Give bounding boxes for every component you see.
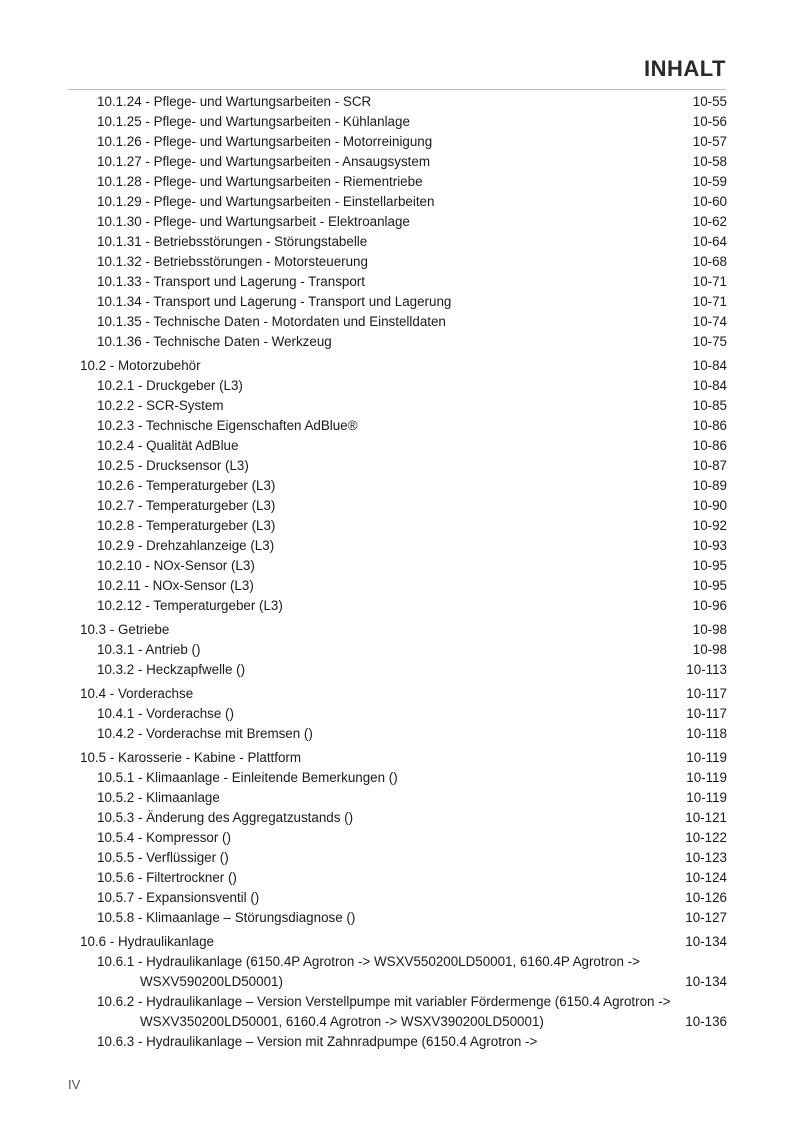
toc-entry-row[interactable] xyxy=(80,212,727,232)
toc-entry-label: 10.2.12 - Temperaturgeber (L3) xyxy=(97,598,283,613)
toc-page-number: 10-121 xyxy=(685,810,727,825)
toc-entry-row[interactable] xyxy=(80,1032,727,1052)
toc-page-number: 10-113 xyxy=(686,662,727,677)
toc-entry-label: 10.5.4 - Kompressor () xyxy=(97,830,231,845)
toc-entry-row[interactable] xyxy=(80,972,727,992)
toc-entry-label: 10.1.35 - Technische Daten - Motordaten und Einstelldaten xyxy=(97,314,446,329)
toc-entry-row[interactable] xyxy=(80,660,727,680)
toc-page-number: 10-64 xyxy=(692,234,727,249)
toc-entry-label: 10.5.2 - Klimaanlage xyxy=(97,790,220,805)
toc-page-number: 10-58 xyxy=(692,154,727,169)
toc-entry-row[interactable] xyxy=(80,808,727,828)
toc-page-number: 10-86 xyxy=(692,438,727,453)
toc-entry-row[interactable] xyxy=(80,192,727,212)
toc-entry-label: 10.2.2 - SCR-System xyxy=(97,398,224,413)
toc-entry-row[interactable] xyxy=(80,992,727,1012)
toc-entry-row[interactable] xyxy=(80,888,727,908)
toc-page-number: 10-117 xyxy=(686,686,727,701)
toc-entry-label: 10.5.7 - Expansionsventil () xyxy=(97,890,260,905)
toc-page-number: 10-62 xyxy=(692,214,727,229)
toc-page-number: 10-74 xyxy=(692,314,727,329)
toc-entry-label: 10.4.1 - Vorderachse () xyxy=(97,706,234,721)
toc-entry-row[interactable] xyxy=(80,576,727,596)
toc-entry-label: 10.1.33 - Transport und Lagerung - Transport xyxy=(97,274,365,289)
toc-entry-label: 10.3.1 - Antrieb () xyxy=(97,642,201,657)
toc-page-number: 10-127 xyxy=(685,910,727,925)
toc-entry-label: 10.2.11 - NOx-Sensor (L3) xyxy=(97,578,254,593)
title-divider xyxy=(68,89,726,90)
toc-entry-label: 10.2.5 - Drucksensor (L3) xyxy=(97,458,249,473)
toc-page-number: 10-124 xyxy=(685,870,727,885)
toc-entry-label: 10.2.8 - Temperaturgeber (L3) xyxy=(97,518,276,533)
toc-page-number: 10-55 xyxy=(692,94,727,109)
toc-entry-row[interactable] xyxy=(80,92,727,112)
toc-entry-row[interactable] xyxy=(80,416,727,436)
toc-entry-label: 10.1.27 - Pflege- und Wartungsarbeiten - Ansaugsystem xyxy=(97,154,430,169)
toc-entry-label: 10.5.5 - Verflüssiger () xyxy=(97,850,229,865)
toc-entry-row[interactable] xyxy=(80,436,727,456)
toc-entry-label: 10.2.10 - NOx-Sensor (L3) xyxy=(97,558,255,573)
toc-page-number: 10-93 xyxy=(692,538,727,553)
toc-page-number: 10-126 xyxy=(685,890,727,905)
toc-section-row[interactable] xyxy=(80,356,727,376)
toc-entry-row[interactable] xyxy=(80,496,727,516)
toc-entry-label: 10.2.4 - Qualität AdBlue xyxy=(97,438,239,453)
toc-page-number: 10-92 xyxy=(692,518,727,533)
toc-entry-row[interactable] xyxy=(80,536,727,556)
toc-page-number: 10-96 xyxy=(692,598,727,613)
toc-page-number: 10-68 xyxy=(692,254,727,269)
toc-entry-label: 10.5 - Karosserie - Kabine - Plattform xyxy=(80,750,302,765)
toc-entry-row[interactable] xyxy=(80,788,727,808)
footer-page-number: IV xyxy=(68,1077,81,1092)
toc-section-row[interactable] xyxy=(80,684,727,704)
toc-page-number: 10-71 xyxy=(692,294,727,309)
toc-entry-label: WSXV590200LD50001) xyxy=(140,974,283,989)
toc-page-number: 10-117 xyxy=(686,706,727,721)
toc-page-number: 10-71 xyxy=(692,274,727,289)
toc-page-number: 10-57 xyxy=(692,134,727,149)
toc-entry-row[interactable] xyxy=(80,556,727,576)
toc-entry-row[interactable] xyxy=(80,1012,727,1032)
toc-entry-row[interactable] xyxy=(80,312,727,332)
toc-entry-label: 10.1.24 - Pflege- und Wartungsarbeiten - SCR xyxy=(97,94,372,109)
toc-entry-label: 10.1.28 - Pflege- und Wartungsarbeiten - Riementriebe xyxy=(97,174,423,189)
toc-page-number: 10-98 xyxy=(692,642,727,657)
toc-entry-row[interactable] xyxy=(80,396,727,416)
toc-entry-label: 10.6.3 - Hydraulikanlage – Version mit Zahnradpumpe (6150.4 Agrotron -> xyxy=(97,1034,538,1049)
toc-page-number: 10-56 xyxy=(692,114,727,129)
toc-page-number: 10-134 xyxy=(685,934,727,949)
toc-entry-label: 10.4 - Vorderachse xyxy=(80,686,194,701)
toc-entry-label: 10.1.36 - Technische Daten - Werkzeug xyxy=(97,334,332,349)
toc-section-row[interactable] xyxy=(80,932,727,952)
toc-entry-label: 10.4.2 - Vorderachse mit Bremsen () xyxy=(97,726,313,741)
toc-entry-label: 10.1.31 - Betriebsstörungen - Störungstabelle xyxy=(97,234,368,249)
toc-entry-label: 10.6.2 - Hydraulikanlage – Version Verstellpumpe mit variabler Fördermenge (6150.4 Agrotron -> xyxy=(97,994,671,1009)
toc-page-number: 10-95 xyxy=(692,558,727,573)
toc-entry-label: 10.5.3 - Änderung des Aggregatzustands () xyxy=(97,810,354,825)
toc-entry-row[interactable] xyxy=(80,132,727,152)
toc-entry-label: 10.1.29 - Pflege- und Wartungsarbeiten - Einstellarbeiten xyxy=(97,194,435,209)
toc-page-number: 10-118 xyxy=(686,726,727,741)
toc-entry-label: 10.5.8 - Klimaanlage – Störungsdiagnose () xyxy=(97,910,356,925)
toc-section-row[interactable] xyxy=(80,748,727,768)
toc-page-number: 10-119 xyxy=(686,790,727,805)
toc-entry-row[interactable] xyxy=(80,456,727,476)
toc-entry-label: 10.6 - Hydraulikanlage xyxy=(80,934,214,949)
toc-page-number: 10-84 xyxy=(692,378,727,393)
toc-entry-label: 10.2.6 - Temperaturgeber (L3) xyxy=(97,478,276,493)
toc-page-number: 10-90 xyxy=(692,498,727,513)
toc-entry-label: 10.2.9 - Drehzahlanzeige (L3) xyxy=(97,538,275,553)
toc-page-number: 10-136 xyxy=(685,1014,727,1029)
toc-entry-row[interactable] xyxy=(80,172,727,192)
toc-entry-row[interactable] xyxy=(80,152,727,172)
toc-entry-label: 10.3.2 - Heckzapfwelle () xyxy=(97,662,246,677)
toc-entry-row[interactable] xyxy=(80,332,727,352)
toc-entry-label: 10.6.1 - Hydraulikanlage (6150.4P Agrotron -> WSXV550200LD50001, 6160.4P Agrotron -> xyxy=(97,954,640,969)
toc-entry-label: WSXV350200LD50001, 6160.4 Agrotron -> WSXV390200LD50001) xyxy=(140,1014,544,1029)
toc-entry-row[interactable] xyxy=(80,232,727,252)
toc-page-number: 10-59 xyxy=(692,174,727,189)
toc-page-number: 10-60 xyxy=(692,194,727,209)
toc-entry-row[interactable] xyxy=(80,112,727,132)
toc-entry-row[interactable] xyxy=(80,952,727,972)
toc-entry-row[interactable] xyxy=(80,848,727,868)
toc-entry-row[interactable] xyxy=(80,292,727,312)
toc-entry-row[interactable] xyxy=(80,376,727,396)
toc-entry-label: 10.2 - Motorzubehör xyxy=(80,358,201,373)
toc-entry-row[interactable] xyxy=(80,272,727,292)
toc-page-number: 10-84 xyxy=(692,358,727,373)
toc-entry-label: 10.1.34 - Transport und Lagerung - Transport und Lagerung xyxy=(97,294,452,309)
toc-page-number: 10-89 xyxy=(692,478,727,493)
toc-entry-label: 10.1.30 - Pflege- und Wartungsarbeit - Elektroanlage xyxy=(97,214,410,229)
toc-page-number: 10-95 xyxy=(692,578,727,593)
toc-page-number: 10-119 xyxy=(686,770,727,785)
toc-entry-label: 10.2.7 - Temperaturgeber (L3) xyxy=(97,498,276,513)
toc-page-number: 10-123 xyxy=(685,850,727,865)
toc-page-number: 10-75 xyxy=(692,334,727,349)
toc-page-number: 10-98 xyxy=(692,622,727,637)
toc-entry-label: 10.1.32 - Betriebsstörungen - Motorsteuerung xyxy=(97,254,368,269)
toc-entry-row[interactable] xyxy=(80,476,727,496)
toc-entry-label: 10.2.3 - Technische Eigenschaften AdBlue® xyxy=(97,418,358,433)
toc-entry-row[interactable] xyxy=(80,704,727,724)
toc-page-number: 10-122 xyxy=(685,830,727,845)
table-of-contents xyxy=(80,92,727,1052)
toc-entry-row[interactable] xyxy=(80,908,727,928)
toc-page-number: 10-87 xyxy=(692,458,727,473)
toc-entry-row[interactable] xyxy=(80,768,727,788)
toc-entry-row[interactable] xyxy=(80,596,727,616)
toc-entry-label: 10.1.25 - Pflege- und Wartungsarbeiten - Kühlanlage xyxy=(97,114,410,129)
toc-entry-row[interactable] xyxy=(80,640,727,660)
toc-page-number: 10-85 xyxy=(692,398,727,413)
toc-page-number: 10-86 xyxy=(692,418,727,433)
toc-entry-label: 10.3 - Getriebe xyxy=(80,622,170,637)
toc-section-row[interactable] xyxy=(80,620,727,640)
toc-entry-row[interactable] xyxy=(80,252,727,272)
toc-entry-label: 10.5.6 - Filtertrockner () xyxy=(97,870,237,885)
toc-entry-row[interactable] xyxy=(80,868,727,888)
toc-entry-row[interactable] xyxy=(80,516,727,536)
toc-entry-row[interactable] xyxy=(80,828,727,848)
toc-entry-label: 10.2.1 - Druckgeber (L3) xyxy=(97,378,243,393)
page-title: INHALT xyxy=(643,56,726,81)
toc-page-number: 10-134 xyxy=(685,974,727,989)
toc-entry-label: 10.5.1 - Klimaanlage - Einleitende Bemerkungen () xyxy=(97,770,398,785)
toc-entry-label: 10.1.26 - Pflege- und Wartungsarbeiten - Motorreinigung xyxy=(97,134,433,149)
toc-entry-row[interactable] xyxy=(80,724,727,744)
toc-page-number: 10-119 xyxy=(686,750,727,765)
